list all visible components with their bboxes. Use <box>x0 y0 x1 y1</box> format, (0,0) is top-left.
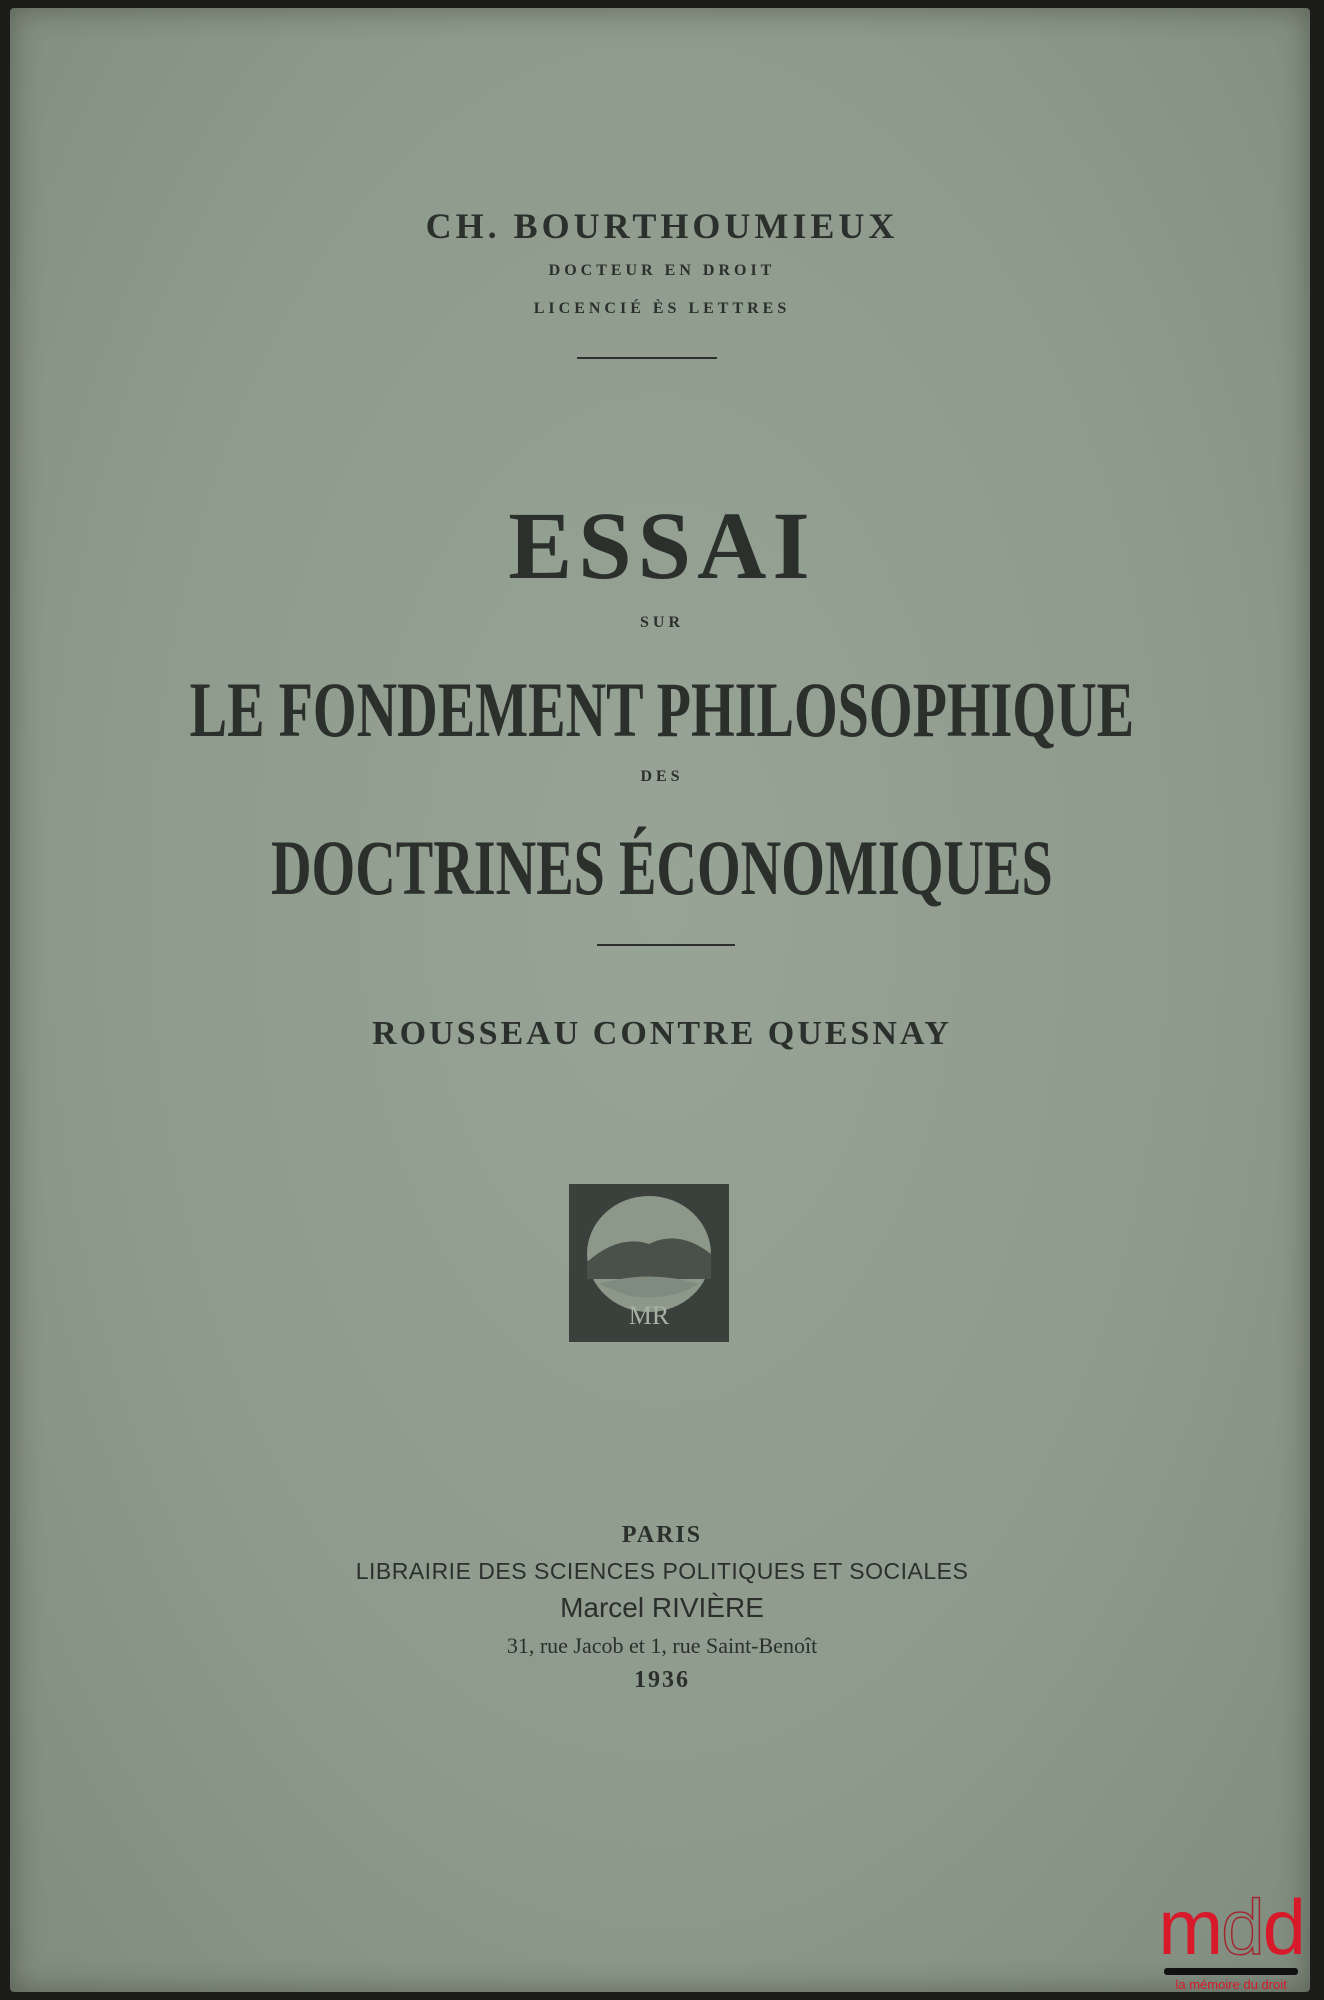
subtitle: ROUSSEAU CONTRE QUESNAY <box>372 1015 952 1052</box>
publication-year: 1936 <box>634 1667 690 1693</box>
title-line-2: LE FONDEMENT PHILOSOPHIQUE <box>189 666 1135 753</box>
title-line-3: DOCTRINES ÉCONOMIQUES <box>271 824 1053 911</box>
publisher-house: LIBRAIRIE DES SCIENCES POLITIQUES ET SOCIALES <box>355 1558 969 1584</box>
divider <box>577 357 717 359</box>
publisher-name: Marcel RIVIÈRE <box>560 1592 764 1623</box>
publisher-address: 31, rue Jacob et 1, rue Saint-Benoît <box>506 1633 818 1658</box>
author-degree-1: DOCTEUR EN DROIT <box>548 262 776 279</box>
publisher-vignette <box>569 1184 729 1342</box>
author-name: CH. BOURTHOUMIEUX <box>425 206 899 246</box>
title-des: DES <box>640 768 684 785</box>
title-essai: ESSAI <box>508 492 816 599</box>
watermark-logo: mdd la mémoire du droit <box>1158 1883 1304 1992</box>
svg-text:MR: MR <box>628 1301 670 1330</box>
title-sur: SUR <box>639 614 684 631</box>
author-degree-2: LICENCIÉ ÈS LETTRES <box>533 300 791 317</box>
publisher-city: PARIS <box>621 1522 703 1548</box>
divider <box>597 944 735 946</box>
